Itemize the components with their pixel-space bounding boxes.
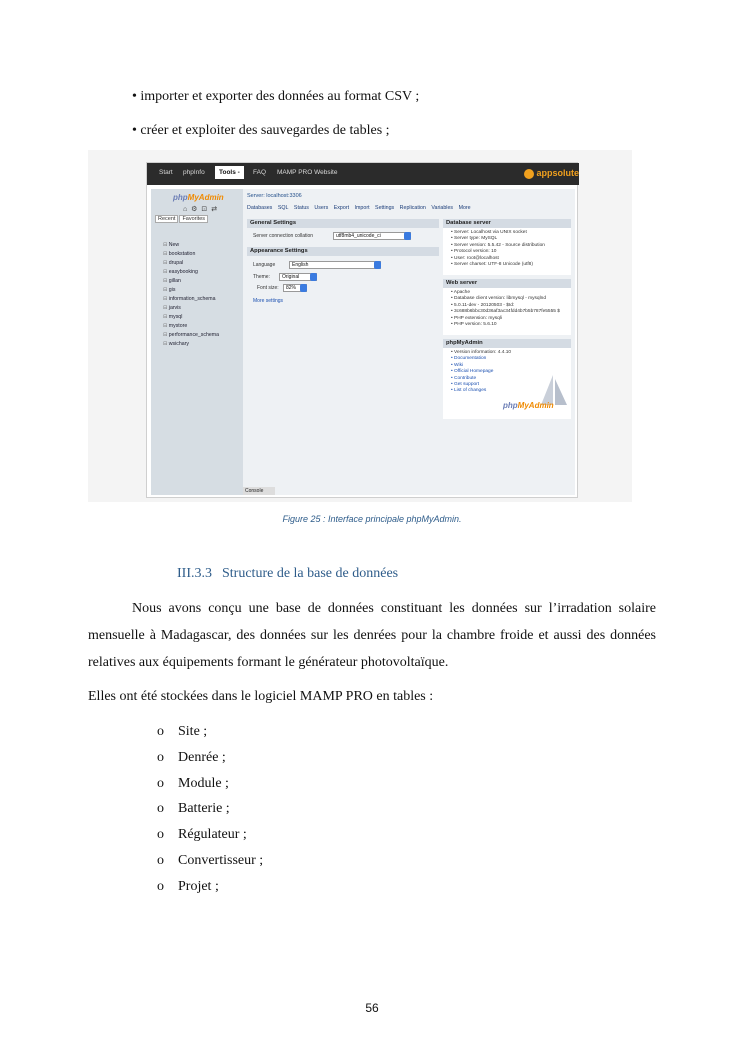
homepage-link[interactable]: • Official Homepage (451, 369, 571, 375)
db-item[interactable]: ⊟ mysql (163, 313, 219, 322)
db-item[interactable]: ⊟ information_schema (163, 295, 219, 304)
figure-caption: Figure 25 : Interface principale phpMyAdmin. (282, 514, 462, 524)
appsolute-icon (524, 169, 534, 179)
tab-status[interactable]: Status (293, 205, 309, 211)
web-server-heading: Web server (443, 279, 571, 288)
tab-export[interactable]: Export (333, 205, 350, 211)
db-item[interactable]: ⊟ wsichary (163, 340, 219, 349)
appsolute-logo: appsolute (524, 168, 579, 179)
info-item: • 5.0.11-dev - 20120503 - $Id: (451, 303, 571, 309)
nav-tools[interactable]: Tools - (215, 166, 244, 179)
tab-sql[interactable]: SQL (277, 205, 289, 211)
paragraph-database-description: Nous avons conçu une base de données constituant les données sur l’irradation solaire mensuelle à Madagascar, des données sur les denrées pour la chambre froide et aussi des données relatives aux équipements formant le générateur photovoltaïque. (88, 601, 656, 670)
table-name: Site ; (178, 724, 208, 739)
info-item: • Apache (451, 290, 571, 296)
list-item (157, 721, 263, 747)
db-item[interactable]: ⊟ easybooking (163, 268, 219, 277)
font-size-label: Font size: (257, 285, 279, 291)
table-list (157, 721, 263, 902)
recent-favorites-tabs (155, 215, 209, 223)
phpmyadmin-heading: phpMyAdmin (443, 339, 571, 348)
page-number: 56 (365, 1001, 379, 1015)
font-size-select[interactable]: 82% (283, 284, 307, 292)
theme-label: Theme: (253, 274, 270, 280)
table-name: Convertisseur ; (178, 852, 264, 868)
language-select[interactable]: English (289, 261, 381, 269)
support-link[interactable]: • Get support (451, 382, 571, 388)
console-button[interactable]: Console (243, 487, 275, 495)
db-item[interactable]: ⊟ gis (163, 286, 219, 295)
db-item[interactable]: ⊟ New (163, 241, 219, 250)
list-marker: o (157, 878, 164, 894)
list-item (157, 824, 263, 850)
info-item: • Server charset: UTF-8 Unicode (utf8) (451, 262, 571, 268)
nav-phpinfo[interactable]: phpInfo (183, 169, 205, 176)
table-name: Denrée ; (178, 749, 226, 765)
browser-window (146, 162, 578, 498)
wiki-link[interactable]: • Wiki (451, 363, 571, 369)
tab-recent[interactable]: Recent (155, 215, 178, 223)
tab-replication[interactable]: Replication (399, 205, 426, 211)
mamp-topbar (147, 163, 579, 185)
info-item: • Server type: MySQL (451, 236, 571, 242)
theme-select[interactable]: Original (279, 273, 317, 281)
phpmyadmin-logo: phpMyAdmin (173, 193, 224, 202)
list-item (157, 798, 263, 824)
nav-start[interactable]: Start (159, 169, 173, 176)
list-item (157, 850, 263, 876)
collation-select[interactable]: utf8mb4_unicode_ci (333, 232, 411, 240)
bullet-backups: • créer et exploiter des sauvegardes de tables ; (132, 123, 390, 138)
changes-link[interactable]: • List of changes (451, 388, 571, 394)
db-item[interactable]: ⊟ gillan (163, 277, 219, 286)
info-item: • Server: Localhost via UNIX socket (451, 230, 571, 236)
list-marker: o (157, 801, 164, 817)
list-item (157, 773, 263, 799)
collation-label: Server connection collation (253, 233, 314, 239)
more-settings-link[interactable]: More settings (253, 298, 284, 304)
list-marker: o (157, 749, 164, 765)
list-marker: o (157, 852, 164, 868)
phpmyadmin-logo-large: phpMyAdmin (503, 401, 554, 410)
phpmyadmin-screenshot (88, 150, 632, 502)
contribute-link[interactable]: • Contribute (451, 376, 571, 382)
navigation-sidebar (151, 189, 243, 495)
database-server-panel (443, 219, 571, 275)
db-item[interactable]: ⊟ drupal (163, 259, 219, 268)
tab-variables[interactable]: Variables (431, 205, 454, 211)
nav-faq[interactable]: FAQ (253, 169, 267, 176)
documentation-link[interactable]: • Documentation (451, 356, 571, 362)
list-marker: o (157, 724, 164, 739)
database-server-heading: Database server (443, 219, 571, 228)
main-panel (243, 189, 575, 495)
web-server-panel (443, 279, 571, 335)
info-item: • Database client version: libmysql - mysqlnd (451, 296, 571, 302)
list-marker: o (157, 827, 164, 843)
appearance-settings-heading: Appearance Settings (247, 247, 439, 256)
info-item: • PHP extension: mysqli (451, 316, 571, 322)
db-item[interactable]: ⊟ jarvis (163, 304, 219, 313)
list-item (157, 876, 263, 902)
home-settings-icons[interactable]: ⌂ ⚙ ⊡ ⇄ (183, 206, 219, 213)
tab-databases[interactable]: Databases (247, 205, 273, 211)
db-item[interactable]: ⊟ mystore (163, 322, 219, 331)
tab-settings[interactable]: Settings (375, 205, 395, 211)
db-item[interactable]: ⊟ performance_schema (163, 331, 219, 340)
database-tree (163, 241, 219, 349)
info-item: • Server version: 5.5.42 - Source distribution (451, 243, 571, 249)
language-label: Language (253, 262, 276, 268)
server-breadcrumb[interactable]: Server: localhost:3306 (247, 193, 302, 199)
table-name: Batterie ; (178, 801, 230, 817)
table-name: Projet ; (178, 878, 219, 894)
server-tabs (247, 205, 573, 211)
list-marker: o (157, 775, 164, 791)
section-title: Structure de la base de données (222, 566, 399, 581)
list-item (157, 747, 263, 773)
nav-mamp-pro-website[interactable]: MAMP PRO Website (277, 169, 338, 176)
version-info: • Version information: 4.4.10 (451, 350, 571, 356)
section-number: III.3.3 (177, 566, 212, 581)
tab-more[interactable]: More (458, 205, 471, 211)
table-name: Module ; (178, 775, 229, 791)
tab-users[interactable]: Users (314, 205, 329, 211)
tab-favorites[interactable]: Favorites (179, 215, 208, 223)
general-settings-heading: General Settings (247, 219, 439, 228)
info-item: • User: root@localhost (451, 256, 571, 262)
info-item: • 3c688b6bbc30d36af3ac34fdd4b7b5b787fe5555 $ (451, 309, 571, 315)
phpmyadmin-info-panel (443, 339, 571, 419)
table-name: Régulateur ; (178, 827, 247, 843)
db-item[interactable]: ⊟ bookstation (163, 250, 219, 259)
info-item: • PHP version: 5.6.10 (451, 322, 571, 328)
tab-import[interactable]: Import (354, 205, 370, 211)
paragraph-tables-intro: Elles ont été stockées dans le logiciel MAMP PRO en tables : (88, 689, 434, 704)
bullet-import-export: • importer et exporter des données au format CSV ; (132, 89, 420, 104)
info-item: • Protocol version: 10 (451, 249, 571, 255)
section-heading (177, 566, 398, 582)
